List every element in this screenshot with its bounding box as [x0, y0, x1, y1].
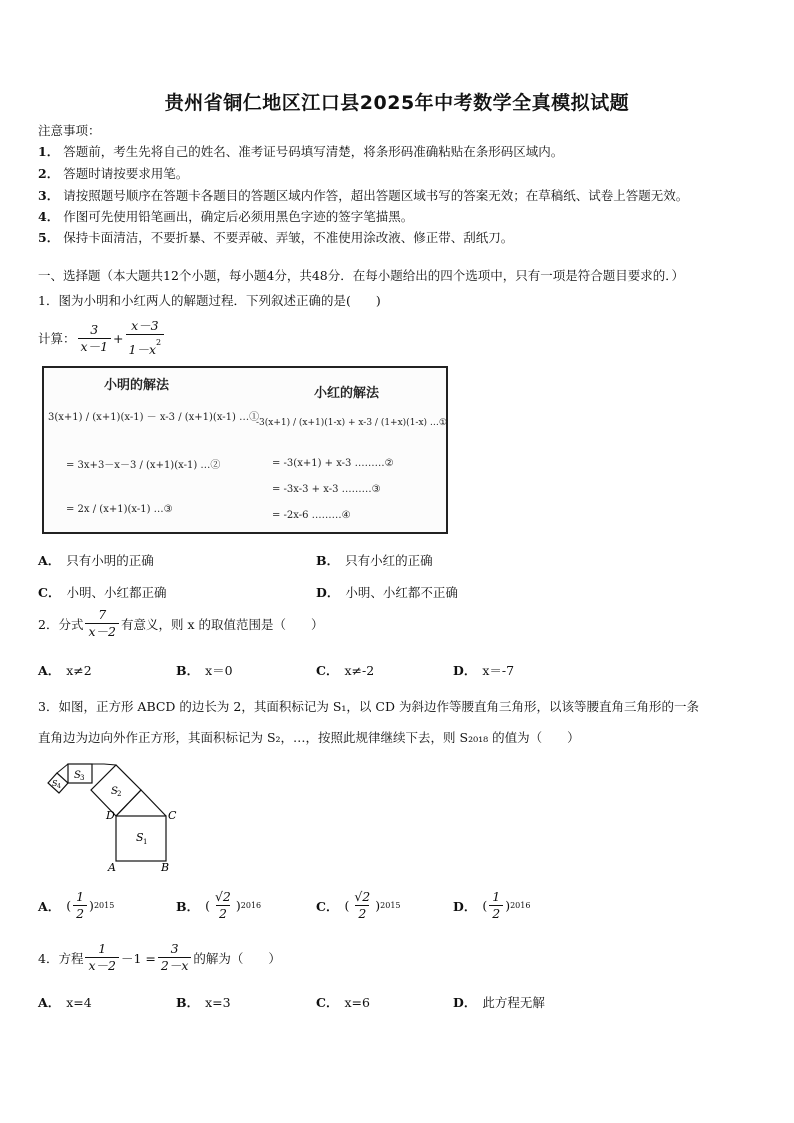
notice-item — [38, 186, 688, 204]
label-b: B — [161, 861, 170, 874]
notice-text: 答题时请按要求用笔。 — [63, 166, 189, 181]
option-a[interactable]: A． x=4 — [38, 995, 92, 1010]
xiaoming-line-2: = 3x+3－x－3 / (x+1)(x-1) …② — [66, 460, 221, 471]
plus-sign: + — [113, 330, 124, 346]
notice-num: 3． — [38, 188, 60, 203]
xiaohong-line-1: -3(x+1) / (x+1)(1-x) + x-3 / (1+x)(1-x) …① — [256, 418, 447, 428]
fraction: $\frac{1}{2}$ — [489, 889, 503, 922]
fraction: $\frac{1}{2}$ — [73, 889, 87, 922]
option-d[interactable]: D． 小明、小红都不正确 — [316, 585, 458, 600]
label-s2: S — [111, 786, 118, 797]
fraction: $\frac{x-3}{1-x^2}$ — [126, 318, 165, 358]
page-title: 贵州省铜仁地区江口县2025年中考数学全真模拟试题 — [164, 92, 630, 114]
question-3-line-1: 3．如图，正方形 ABCD 的边长为 2，其面积标记为 S₁，以 CD 为斜边作等腰直角三角形，以该等腰直角三角形的一条 — [38, 699, 699, 714]
option-a[interactable]: A． x≠2 — [38, 663, 92, 678]
xiaoming-line-1: 3(x+1) / (x+1)(x-1) － x-3 / (x+1)(x-1) …① — [48, 412, 260, 423]
notice-text: 请按照题号顺序在答题卡各题目的答题区域内作答，超出答题区域书写的答案无效；在草稿纸、试卷上答题无效。 — [63, 188, 689, 203]
option-d[interactable]: D． x＝-7 — [453, 663, 515, 678]
notice-item — [38, 142, 563, 160]
fraction: $\frac{√2}{2}$ — [214, 889, 231, 921]
label-s2-sub: 2 — [117, 790, 122, 798]
notice-item — [38, 228, 513, 246]
handwritten-solutions-image — [42, 366, 448, 534]
notice-item — [38, 164, 188, 182]
label-a: A — [108, 861, 116, 874]
label-s4: S — [52, 779, 58, 788]
notice-num: 4． — [38, 209, 60, 224]
fraction: $\frac{7}{x-2}$ — [85, 607, 119, 640]
option-d[interactable]: D． 此方程无解 — [453, 995, 545, 1010]
option-b[interactable]: B． x=3 — [176, 995, 231, 1010]
fraction: $\frac{3}{2-x}$ — [158, 941, 192, 974]
label-s3-sub: 3 — [80, 774, 85, 782]
fraction: $\frac{1}{x-2}$ — [85, 941, 119, 974]
xiaoming-title: 小明的解法 — [104, 378, 170, 393]
label-s4-sub: 4 — [57, 783, 61, 790]
notice-num: 2． — [38, 166, 60, 181]
notice-num: 5． — [38, 230, 60, 245]
question-3-line-2: 直角边为边向外作正方形，其面积标记为 S₂，…，按照此规律继续下去，则 S₂₀₁₈ 的值为（ ） — [38, 730, 580, 745]
notice-text: 答题前，考生先将自己的姓名、准考证号码填写清楚，将条形码准确粘贴在条形码区域内。 — [63, 144, 564, 159]
option-c[interactable]: C． x=6 — [316, 995, 370, 1010]
calc-label: 计算： — [38, 331, 76, 346]
option-b[interactable]: B． x＝0 — [176, 663, 233, 678]
squares-diagram — [40, 753, 185, 875]
question-1-expression — [38, 318, 166, 358]
option-d[interactable]: D． ( $\frac{1}{2}$ ) 2016 — [453, 889, 531, 921]
question-2-stem: 2．分式 $\frac{7}{x-2}$ 有意义，则 x 的取值范围是（ ） — [38, 607, 324, 639]
notice-num: 1． — [38, 144, 60, 159]
question-1-stem: 1．图为小明和小红两人的解题过程．下列叙述正确的是( ) — [38, 293, 381, 308]
xiaohong-line-2: = -3(x+1) + x-3 ………② — [272, 458, 394, 469]
option-b[interactable]: B． ( $\frac{√2}{2}$ ) 2016 — [176, 889, 262, 921]
notice-text: 保持卡面清洁，不要折暴、不要弄破、弄皱，不准使用涂改液、修正带、刮纸刀。 — [63, 230, 514, 245]
notice-text: 作图可先使用铅笔画出，确定后必须用黑色字迹的签字笔描黑。 — [63, 209, 414, 224]
option-c[interactable]: C． 小明、小红都正确 — [38, 585, 167, 600]
fraction: $\frac{√2}{2}$ — [354, 889, 371, 921]
option-a[interactable]: A． ( $\frac{1}{2}$ ) 2015 — [38, 889, 115, 921]
xiaohong-title: 小红的解法 — [314, 386, 380, 401]
label-s1-sub: 1 — [143, 838, 148, 846]
label-c: C — [168, 809, 177, 822]
xiaohong-line-3: = -3x-3 + x-3 ………③ — [272, 484, 381, 495]
option-c[interactable]: C． x≠-2 — [316, 663, 375, 678]
label-s3: S — [74, 770, 81, 781]
xiaoming-line-3: = 2x / (x+1)(x-1) …③ — [66, 504, 173, 515]
label-s1: S — [136, 831, 144, 844]
fraction: $\frac{3}{x-1}$ — [78, 322, 112, 355]
option-b[interactable]: B． 只有小红的正确 — [316, 553, 433, 568]
notice-heading: 注意事项： — [38, 123, 101, 138]
section-heading: 一、选择题（本大题共12个小题，每小题4分，共48分．在每小题给出的四个选项中，只有一项是符合题目要求的．） — [38, 268, 685, 283]
label-d: D — [106, 809, 115, 822]
option-a[interactable]: A． 只有小明的正确 — [38, 553, 154, 568]
question-4-stem: 4．方程 $\frac{1}{x-2}$ －1 = $\frac{3}{2-x}$ 的解为（ ） — [38, 941, 281, 973]
option-c[interactable]: C． ( $\frac{√2}{2}$ ) 2015 — [316, 889, 401, 921]
notice-item — [38, 207, 413, 225]
xiaohong-line-4: = -2x-6 ………④ — [272, 510, 351, 521]
